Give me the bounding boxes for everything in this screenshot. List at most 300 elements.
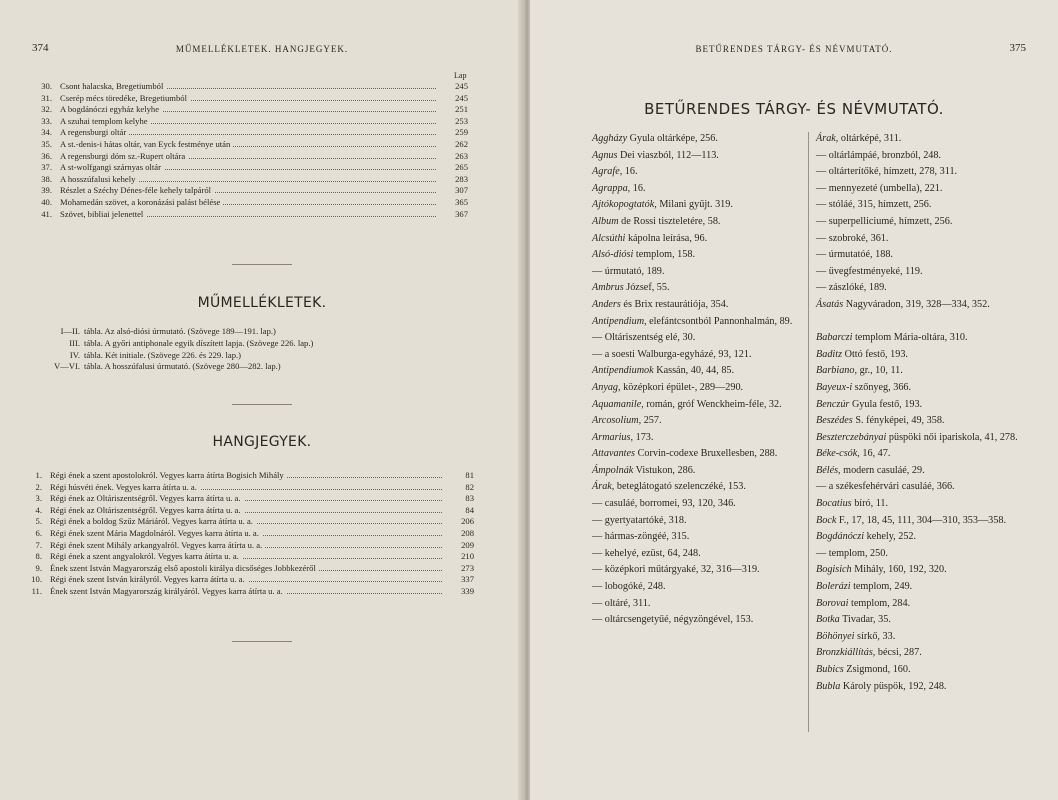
entry-keyword: Bolerázi [816, 581, 851, 593]
item-title: Régi ének szent Mihály arkangyalról. Vegyes karra átírta u. a. [50, 540, 265, 552]
entry-text: — oltárlámpáé, bronzból, 248. [816, 149, 942, 161]
plate-item [18, 361, 498, 373]
entry-text: kehely, 252. [864, 531, 917, 543]
entry-text: — superpelliciumé, hímzett, 256. [816, 215, 953, 227]
entry-keyword: Antipendiumok [592, 365, 654, 377]
entry-keyword: Árak, [592, 481, 615, 493]
item-title: Régi ének szent Mária Magdolnáról. Vegyes karra átírta u. a. [50, 528, 262, 540]
item-page: 245 [440, 81, 468, 93]
item-number: 34. [41, 127, 52, 138]
entry-text: de Rossi tiszteletére, 58. [618, 215, 721, 227]
entry-text: Tivadar, 35. [839, 614, 891, 626]
item-number: 32. [41, 104, 52, 115]
entry-keyword: Bronzkiállítás, [816, 647, 876, 659]
entry-keyword: Bock [816, 514, 837, 526]
entry-text: F., 17, 18, 45, 111, 304—310, 353—358. [836, 514, 1007, 526]
entry-text: Nagyváradon, 319, 328—334, 352. [843, 298, 990, 310]
item-page: 245 [440, 93, 468, 105]
left-page [0, 0, 524, 800]
index-entry [816, 596, 1026, 613]
index-entry [816, 430, 1026, 447]
entry-text: — templom, 250. [816, 547, 888, 559]
index-entry [592, 330, 802, 347]
entry-text: — oltárterítőké, hímzett, 278, 311. [816, 166, 958, 178]
entry-text: — kehelyé, ezüst, 64, 248. [592, 547, 701, 559]
item-title: Ének szent István Magyarország első apostoli királya dicsőséges Jobbkezéről [50, 563, 319, 575]
entry-text: S. fényképei, 49, 358. [852, 415, 945, 427]
item-title-text: Cserép mécs töredéke, Bregetiumból [60, 93, 190, 103]
entry-text: — oltáré, 311. [592, 597, 651, 609]
item-number: 3. [35, 493, 42, 504]
item-page: 251 [440, 104, 468, 116]
item-page: 208 [446, 528, 474, 540]
entry-keyword: Bubla [816, 680, 841, 692]
index-entry [592, 430, 802, 447]
plate-roman: IV. [69, 349, 80, 360]
entry-text: Gyula oltárképe, 256. [627, 133, 718, 144]
entry-text: oltárképé, 311. [838, 133, 902, 144]
index-entry [816, 231, 1026, 248]
item-number: 4. [35, 504, 42, 515]
list-item [20, 551, 474, 563]
item-number: 40. [41, 196, 52, 207]
index-entry [592, 231, 802, 248]
entry-text: — úrmutatóé, 188. [816, 249, 893, 261]
plate-item [18, 350, 498, 362]
list-item [30, 174, 468, 186]
entry-text: templom, 158. [633, 249, 696, 261]
index-entry [592, 496, 802, 513]
item-number: 37. [41, 162, 52, 173]
entry-keyword: Aggházy [592, 133, 628, 144]
item-title [60, 116, 151, 128]
item-number: 9. [35, 562, 42, 573]
list-item [30, 139, 468, 151]
index-entry [592, 314, 802, 331]
entry-keyword: Alcsúthi [592, 232, 626, 244]
plate-text: tábla. A győri antiphonale egyik díszített lapja. (Szövege 226. lap.) [84, 337, 314, 348]
plate-roman: I—II. [60, 326, 80, 336]
entry-keyword: Bogisich [816, 564, 852, 576]
list-item [30, 116, 468, 128]
entry-text: középkori épület-, 289—290. [620, 381, 744, 393]
index-entry [592, 562, 802, 579]
entry-text: 173. [633, 431, 654, 443]
list-item [30, 93, 468, 105]
index-entry [592, 214, 802, 231]
item-page: 82 [446, 482, 474, 494]
item-title [60, 174, 138, 186]
index-entry [816, 645, 1026, 662]
item-number: 39. [41, 185, 52, 196]
item-number: 30. [41, 81, 52, 91]
item-title: Ének szent István Magyarország királyáról. Vegyes karra átírta u. a. [50, 586, 286, 598]
entry-keyword: Arcosolium, [592, 415, 642, 427]
list-item [20, 493, 474, 505]
entry-text: — üvegfestményeké, 119. [816, 265, 923, 277]
entry-keyword: Ajtókopogtatók, [592, 199, 657, 211]
list-item [20, 563, 474, 575]
entry-keyword: Bogdánóczi [816, 531, 865, 543]
index-entry [816, 264, 1026, 281]
item-page: 84 [446, 505, 474, 517]
index-entry [816, 529, 1026, 546]
entry-keyword: Bélés, [816, 464, 841, 476]
entry-keyword: Anders [592, 298, 621, 310]
entry-text: 16, 47. [859, 448, 891, 460]
entry-text: — lobogóké, 248. [592, 581, 666, 593]
index-entry [592, 479, 802, 496]
entry-text: bíró, 11. [851, 498, 889, 510]
item-title [60, 93, 190, 105]
entry-keyword: Beszterczebányai [816, 431, 887, 443]
entry-text: Zsigmond, 160. [843, 664, 911, 675]
index-entry [592, 363, 802, 380]
index-entry [816, 662, 1026, 679]
entry-keyword: Barbiano, [816, 365, 858, 377]
item-number: 36. [41, 150, 52, 161]
running-head: BETŰRENDES TÁRGY- ÉS NÉVMUTATÓ. [695, 44, 893, 54]
index-entry [592, 463, 802, 480]
entry-keyword: Album [592, 215, 619, 227]
index-entry [816, 214, 1026, 231]
entry-keyword: Béke-csók, [816, 448, 860, 460]
item-number: 31. [41, 92, 52, 103]
entry-keyword: Anyag, [592, 381, 621, 393]
entry-text: templom Mária-oltára, 310. [852, 332, 968, 344]
entry-text: bécsi, 287. [875, 647, 922, 659]
illustration-list [30, 81, 468, 220]
section-title: MŰMELLÉKLETEK. [197, 295, 327, 311]
entry-text: gr., 10, 11. [857, 365, 903, 377]
index-entry [816, 397, 1026, 414]
index-entry [816, 479, 1026, 496]
entry-text: József, 55. [623, 282, 670, 294]
index-entry [816, 446, 1026, 463]
item-page: 307 [440, 185, 468, 197]
item-page: 265 [440, 162, 468, 174]
entry-text: szőnyeg, 366. [852, 381, 912, 393]
index-entry [816, 679, 1026, 696]
item-title-text: A st-wolfgangi szárnyas oltár [60, 162, 164, 172]
index-entry [592, 612, 802, 629]
item-page: 210 [446, 551, 474, 563]
entry-text: Vistukon, 286. [633, 464, 696, 476]
entry-keyword: Bocatius [816, 498, 852, 510]
index-entry [592, 181, 802, 198]
entry-keyword: Baditz [816, 348, 843, 360]
index-entry [592, 513, 802, 530]
entry-keyword: Beszédes [816, 415, 853, 427]
entry-text: 257. [641, 415, 662, 427]
item-title: Régi ének az Oltáriszentségről. Vegyes karra átírta u. a. [50, 493, 244, 505]
list-item [30, 197, 468, 209]
entry-text: templom, 249. [850, 581, 913, 593]
divider [232, 264, 292, 265]
index-entry [816, 579, 1026, 596]
item-number: 10. [31, 574, 42, 585]
entry-text: — úrmutató, 189. [592, 265, 665, 277]
plate-text: tábla. A hosszúfalusi úrmutató. (Szövege 280—282. lap.) [84, 361, 281, 372]
item-title [60, 209, 146, 221]
item-title [60, 139, 233, 151]
index-entry [816, 247, 1026, 264]
list-item [20, 505, 474, 517]
item-page: 367 [440, 209, 468, 221]
entry-text: — gyertyatartóké, 318. [592, 514, 687, 526]
entry-text: Mihály, 160, 192, 320. [851, 564, 947, 576]
item-title [60, 104, 162, 116]
item-page: 365 [440, 197, 468, 209]
entry-text: püspöki női ipariskola, 41, 278. [886, 431, 1018, 443]
index-entry [592, 347, 802, 364]
item-title [60, 197, 223, 209]
entry-text: — a soesti Walburga-egyházé, 93, 121. [592, 348, 752, 360]
page-number: 374 [32, 42, 49, 54]
index-entry [816, 197, 1026, 214]
list-item [20, 574, 474, 586]
music-list [20, 470, 474, 598]
item-page: 81 [446, 470, 474, 482]
item-page: 259 [440, 127, 468, 139]
running-head: MŰMELLÉKLETEK. HANGJEGYEK. [175, 44, 349, 54]
list-item [30, 81, 468, 93]
lap-label: Lap [454, 71, 467, 80]
index-column-1 [592, 131, 802, 629]
list-item [30, 151, 468, 163]
index-entry [816, 513, 1026, 530]
divider [232, 404, 292, 405]
entry-text: 16. [622, 166, 638, 178]
index-entry [592, 413, 802, 430]
item-title-text: A hosszúfalusi kehely [60, 174, 138, 184]
item-title-text: A szuhai templom kelyhe [60, 116, 151, 126]
item-title-text: Részlet a Széchy Dénes-féle kehely talpáról [60, 185, 214, 195]
item-title-text: Szövet, bibliai jelenettel [60, 209, 146, 219]
item-page: 283 [440, 174, 468, 186]
index-entry [592, 397, 802, 414]
item-number: 7. [35, 539, 42, 550]
entry-text: Milani gyűjt. 319. [656, 199, 733, 211]
index-entry [816, 131, 1026, 148]
item-title: Régi ének a szent apostolokról. Vegyes karra átírta Bogisich Mihály [50, 470, 287, 482]
list-item [20, 516, 474, 528]
item-number: 6. [35, 527, 42, 538]
divider [232, 641, 292, 642]
plates-list [18, 326, 498, 373]
entry-keyword: Agrappa, [592, 182, 631, 194]
item-number: 1. [35, 470, 42, 480]
item-title: Régi ének a szent angyalokról. Vegyes karra átírta u. a. [50, 551, 242, 563]
index-entry [816, 496, 1026, 513]
index-entry [592, 596, 802, 613]
item-title-text: A regensburgi oltár [60, 127, 129, 137]
entry-text: — stóláé, 315, hímzett, 256. [816, 199, 932, 211]
item-title: Régi ének szent István királyról. Vegyes karra átírta u. a. [50, 574, 248, 586]
entry-text: Corvin-codexe Bruxellesben, 288. [635, 448, 778, 460]
entry-text: — zászlóké, 189. [816, 282, 887, 294]
item-title-text: A st.-denis-i hátas oltár, van Eyck festménye után [60, 139, 233, 149]
entry-text: — oltárcsengetyűé, négyzöngével, 153. [592, 614, 754, 626]
index-entry [816, 347, 1026, 364]
item-number: 11. [31, 585, 42, 596]
entry-keyword: Ambrus [592, 282, 624, 294]
entry-text: templom, 284. [848, 597, 911, 609]
index-entry [816, 380, 1026, 397]
index-title: BETŰRENDES TÁRGY- ÉS NÉVMUTATÓ. [644, 100, 944, 118]
entry-keyword: Benczúr [816, 398, 850, 410]
list-item [20, 482, 474, 494]
item-number: 33. [41, 115, 52, 126]
index-entry [592, 280, 802, 297]
item-title [60, 81, 166, 93]
entry-keyword: Ásatás [816, 298, 844, 310]
plate-roman: V—VI. [53, 361, 80, 372]
item-page: 337 [446, 574, 474, 586]
entry-keyword: Attavantes [592, 448, 636, 460]
item-number: 5. [35, 516, 42, 527]
entry-keyword: Böhönyei [816, 630, 855, 642]
plate-item [18, 338, 498, 350]
index-entry [816, 148, 1026, 165]
section-title: HANGJEGYEK. [212, 434, 312, 450]
item-number: 35. [41, 138, 52, 149]
entry-text: — hármas-zöngéé, 315. [592, 531, 690, 543]
list-item [20, 470, 474, 482]
list-item [20, 528, 474, 540]
entry-keyword: Armarius, [592, 431, 634, 443]
index-entry [592, 529, 802, 546]
list-item [30, 162, 468, 174]
item-title [60, 151, 188, 163]
item-title: Régi húsvéti ének. Vegyes karra átírta u. a. [50, 482, 200, 494]
item-page: 273 [446, 563, 474, 575]
entry-keyword: Ámpolnák [592, 464, 634, 476]
plate-text: tábla. Két initiale. (Szövege 226. és 229. lap.) [84, 349, 242, 360]
index-entry [592, 579, 802, 596]
entry-text: román, gróf Wenckheim-féle, 32. [643, 398, 782, 410]
column-rule [808, 132, 809, 732]
index-entry [592, 380, 802, 397]
entry-keyword: Antipendium, [592, 315, 647, 327]
item-title: Régi ének az Oltáriszentségről. Vegyes karra átírta u. a. [50, 505, 244, 517]
item-page: 262 [440, 139, 468, 151]
list-item [30, 104, 468, 116]
plate-roman: III. [69, 337, 80, 348]
index-entry [816, 463, 1026, 480]
list-item [30, 209, 468, 221]
item-title: Régi ének a boldog Szűz Máriáról. Vegyes karra átírta u. a. [50, 516, 256, 528]
index-entry [816, 181, 1026, 198]
index-entry [816, 164, 1026, 181]
entry-keyword: Borovai [816, 597, 849, 609]
entry-keyword: Agrafe, [592, 166, 623, 178]
item-title-text: A bogdánóczi egyház kelyhe [60, 104, 162, 114]
list-item [20, 586, 474, 598]
entry-keyword: Bayeux-i [816, 381, 853, 393]
entry-text: — középkori műtárgyaké, 32, 316—319. [592, 564, 760, 576]
index-entry [592, 164, 802, 181]
index-entry [816, 297, 1026, 314]
item-page: 253 [440, 116, 468, 128]
item-page: 206 [446, 516, 474, 528]
entry-keyword: Aquamanile, [592, 398, 644, 410]
index-entry [592, 297, 802, 314]
list-item [30, 127, 468, 139]
list-item [30, 185, 468, 197]
entry-text: Ottó festő, 193. [842, 348, 908, 360]
plate-item [18, 326, 498, 338]
entry-text: sírkő, 33. [854, 630, 896, 642]
index-entry [592, 546, 802, 563]
index-entry [816, 562, 1026, 579]
entry-text: — casuláé, borromei, 93, 120, 346. [592, 498, 736, 510]
item-page: 263 [440, 151, 468, 163]
index-entry [592, 148, 802, 165]
item-page: 83 [446, 493, 474, 505]
page-number: 375 [1009, 42, 1026, 54]
entry-keyword: Bubics [816, 664, 844, 675]
index-entry [592, 131, 802, 148]
entry-text: modern casuláé, 29. [840, 464, 925, 476]
list-item [20, 540, 474, 552]
index-entry [592, 264, 802, 281]
index-entry [816, 546, 1026, 563]
entry-text: elefántcsontból Pannonhalmán, 89. [646, 315, 793, 327]
entry-keyword: Agnus [592, 149, 618, 161]
index-entry [816, 280, 1026, 297]
item-title-text: Csont halacska, Bregetiumból [60, 81, 166, 91]
index-entry [592, 197, 802, 214]
item-title [60, 127, 129, 139]
index-entry [816, 612, 1026, 629]
item-number: 8. [35, 551, 42, 562]
entry-text: — Oltáriszentség elé, 30. [592, 332, 696, 344]
item-number: 41. [41, 208, 52, 219]
entry-text: — mennyezeté (umbella), 221. [816, 182, 943, 194]
entry-keyword: Babarczi [816, 332, 853, 344]
entry-text: Károly püspök, 192, 248. [840, 680, 947, 692]
entry-keyword: Alsó-diósi [592, 249, 634, 261]
entry-text: beteglátogató szelenczéké, 153. [614, 481, 746, 493]
entry-keyword: Botka [816, 614, 840, 626]
entry-text: Gyula festő, 193. [849, 398, 923, 410]
index-entry [816, 413, 1026, 430]
plate-text: tábla. Az alsó-diósi úrmutató. (Szövege 189—191. lap.) [84, 326, 276, 336]
entry-text: — a székesfehérvári casuláé, 366. [816, 481, 955, 493]
index-entry [816, 330, 1026, 347]
item-title-text: Mohamedán szövet, a koronázási palást bélése [60, 197, 223, 207]
entry-text: és Brix restaurátiója, 354. [620, 298, 729, 310]
entry-text: Dei viaszból, 112—113. [617, 149, 719, 161]
item-title [60, 162, 164, 174]
item-number: 38. [41, 173, 52, 184]
index-entry [816, 363, 1026, 380]
index-entry [816, 314, 1026, 331]
item-title [60, 185, 214, 197]
entry-keyword: Árak, [816, 133, 839, 144]
item-title-text: A regensburgi dóm sz.-Rupert oltára [60, 151, 188, 161]
item-page: 209 [446, 540, 474, 552]
index-entry [592, 446, 802, 463]
entry-text: — szobroké, 361. [816, 232, 889, 244]
entry-text: kápolna leírása, 96. [625, 232, 708, 244]
index-column-2 [816, 131, 1026, 695]
entry-text: Kassán, 40, 44, 85. [653, 365, 735, 377]
item-number: 2. [35, 481, 42, 492]
item-page: 339 [446, 586, 474, 598]
index-entry [592, 247, 802, 264]
